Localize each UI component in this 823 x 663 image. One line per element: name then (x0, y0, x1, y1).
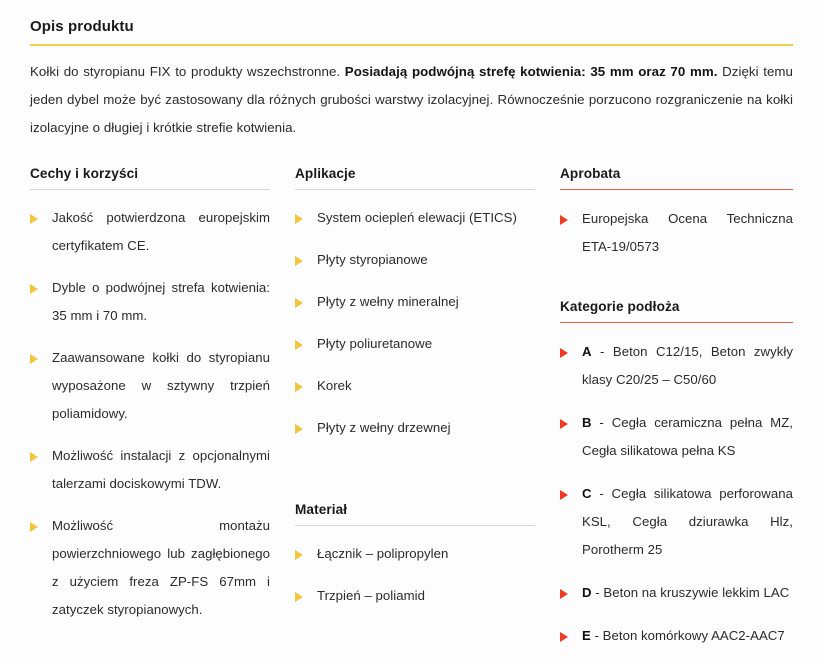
list-item-label: Europejska Ocena Techniczna ETA-19/0573 (582, 211, 793, 254)
categories-heading-rule (560, 322, 793, 323)
list-item (560, 338, 793, 394)
list-item (560, 409, 793, 465)
list-item (560, 480, 793, 564)
triangle-right-icon (30, 522, 38, 532)
section-spacer (295, 442, 535, 500)
list-item (30, 274, 270, 330)
triangle-right-icon (560, 419, 568, 429)
triangle-right-icon (295, 298, 303, 308)
triangle-right-icon (30, 452, 38, 462)
applications-column (295, 164, 560, 650)
list-item-label: Płyty styropianowe (317, 252, 428, 267)
list-item-label: Płyty poliuretanowe (317, 336, 433, 351)
category-description: - Beton C12/15, Beton zwykły klasy C20/25 – C50/60 (582, 344, 793, 387)
features-column (30, 164, 295, 650)
section-spacer (560, 261, 793, 297)
triangle-right-icon (295, 592, 303, 602)
category-description: - Beton komórkowy AAC2-AAC7 (590, 628, 785, 643)
list-item (295, 330, 535, 358)
triangle-right-icon (295, 382, 303, 392)
list-item (295, 540, 535, 568)
triangle-right-icon (560, 490, 568, 500)
list-item-label: Łącznik – polipropylen (317, 546, 449, 561)
category-description: - Cegła silikatowa perforowana KSL, Cegła dziurawka Hlz, Porotherm 25 (582, 486, 793, 557)
three-column-layout (30, 164, 793, 650)
applications-heading-rule (295, 189, 535, 190)
triangle-right-icon (560, 589, 568, 599)
approval-heading-rule (560, 189, 793, 190)
list-item-label: Płyty z wełny mineralnej (317, 294, 459, 309)
list-item-label: Jakość potwierdzona europejskim certyfikatem CE. (52, 210, 270, 253)
list-item-label: System ociepleń elewacji (ETICS) (317, 210, 517, 225)
approval-column (560, 164, 793, 650)
list-item-label: Możliwość instalacji z opcjonalnymi talerzami dociskowymi TDW. (52, 448, 270, 491)
list-item (560, 622, 793, 650)
list-item (295, 414, 535, 442)
triangle-right-icon (295, 214, 303, 224)
list-item-label: Trzpień – poliamid (317, 588, 425, 603)
list-item-label: Płyty z wełny drzewnej (317, 420, 451, 435)
intro-text-part-2: Dzięki temu jeden dybel może być zastosowany dla różnych grubości warstwy izolacyjnej. Równocześnie porzucono rozgraniczenie na kołki izolacyjne o długiej i krótkie strefie kotwienia. (30, 64, 793, 135)
product-description-section (30, 0, 793, 142)
features-heading-rule (30, 189, 270, 190)
triangle-right-icon (295, 340, 303, 350)
list-item-label: Możliwość montażu powierzchniowego lub zagłębionego z użyciem freza ZP-FS 67mm i zatyczek styropianowych. (52, 518, 270, 617)
list-item (560, 205, 793, 261)
list-item-label: Korek (317, 378, 352, 393)
triangle-right-icon (30, 354, 38, 364)
page-title: Opis produktu (30, 18, 134, 35)
list-item (295, 288, 535, 316)
list-item (30, 442, 270, 498)
applications-list (295, 204, 535, 442)
list-item-label: Dyble o podwójnej strefa kotwienia: 35 mm i 70 mm. (52, 280, 270, 323)
category-letter: E (582, 628, 591, 643)
category-letter: B (582, 415, 592, 430)
material-heading-rule (295, 525, 535, 526)
categories-list (560, 338, 793, 650)
categories-heading: Kategorie podłoża (560, 299, 680, 314)
triangle-right-icon (560, 632, 568, 642)
triangle-right-icon (295, 424, 303, 434)
list-item (560, 579, 793, 607)
intro-text-bold: Posiadają podwójną strefę kotwienia: 35 mm oraz 70 mm. (344, 64, 718, 79)
approval-heading: Aprobata (560, 166, 621, 181)
list-item (295, 372, 535, 400)
features-heading: Cechy i korzyści (30, 166, 139, 181)
category-letter: D (582, 585, 592, 600)
approval-list (560, 205, 793, 261)
material-list (295, 540, 535, 610)
product-intro-paragraph (30, 58, 793, 142)
category-description: - Cegła ceramiczna pełna MZ, Cegła silikatowa pełna KS (582, 415, 793, 458)
title-underline-rule (30, 44, 793, 46)
category-letter: C (582, 486, 592, 501)
material-heading: Materiał (295, 502, 348, 517)
list-item (295, 204, 535, 232)
category-description: - Beton na kruszywie lekkim LAC (591, 585, 790, 600)
list-item-label: Zaawansowane kołki do styropianu wyposażone w sztywny trzpień poliamidowy. (52, 350, 270, 421)
triangle-right-icon (560, 348, 568, 358)
triangle-right-icon (30, 214, 38, 224)
list-item (30, 204, 270, 260)
intro-text-part-1: Kołki do styropianu FIX to produkty wszechstronne. (30, 64, 345, 79)
triangle-right-icon (30, 284, 38, 294)
triangle-right-icon (295, 256, 303, 266)
list-item (295, 582, 535, 610)
category-letter: A (582, 344, 592, 359)
list-item (295, 246, 535, 274)
triangle-right-icon (560, 215, 568, 225)
features-list (30, 204, 270, 624)
triangle-right-icon (295, 550, 303, 560)
list-item (30, 512, 270, 624)
list-item (30, 344, 270, 428)
applications-heading: Aplikacje (295, 166, 356, 181)
